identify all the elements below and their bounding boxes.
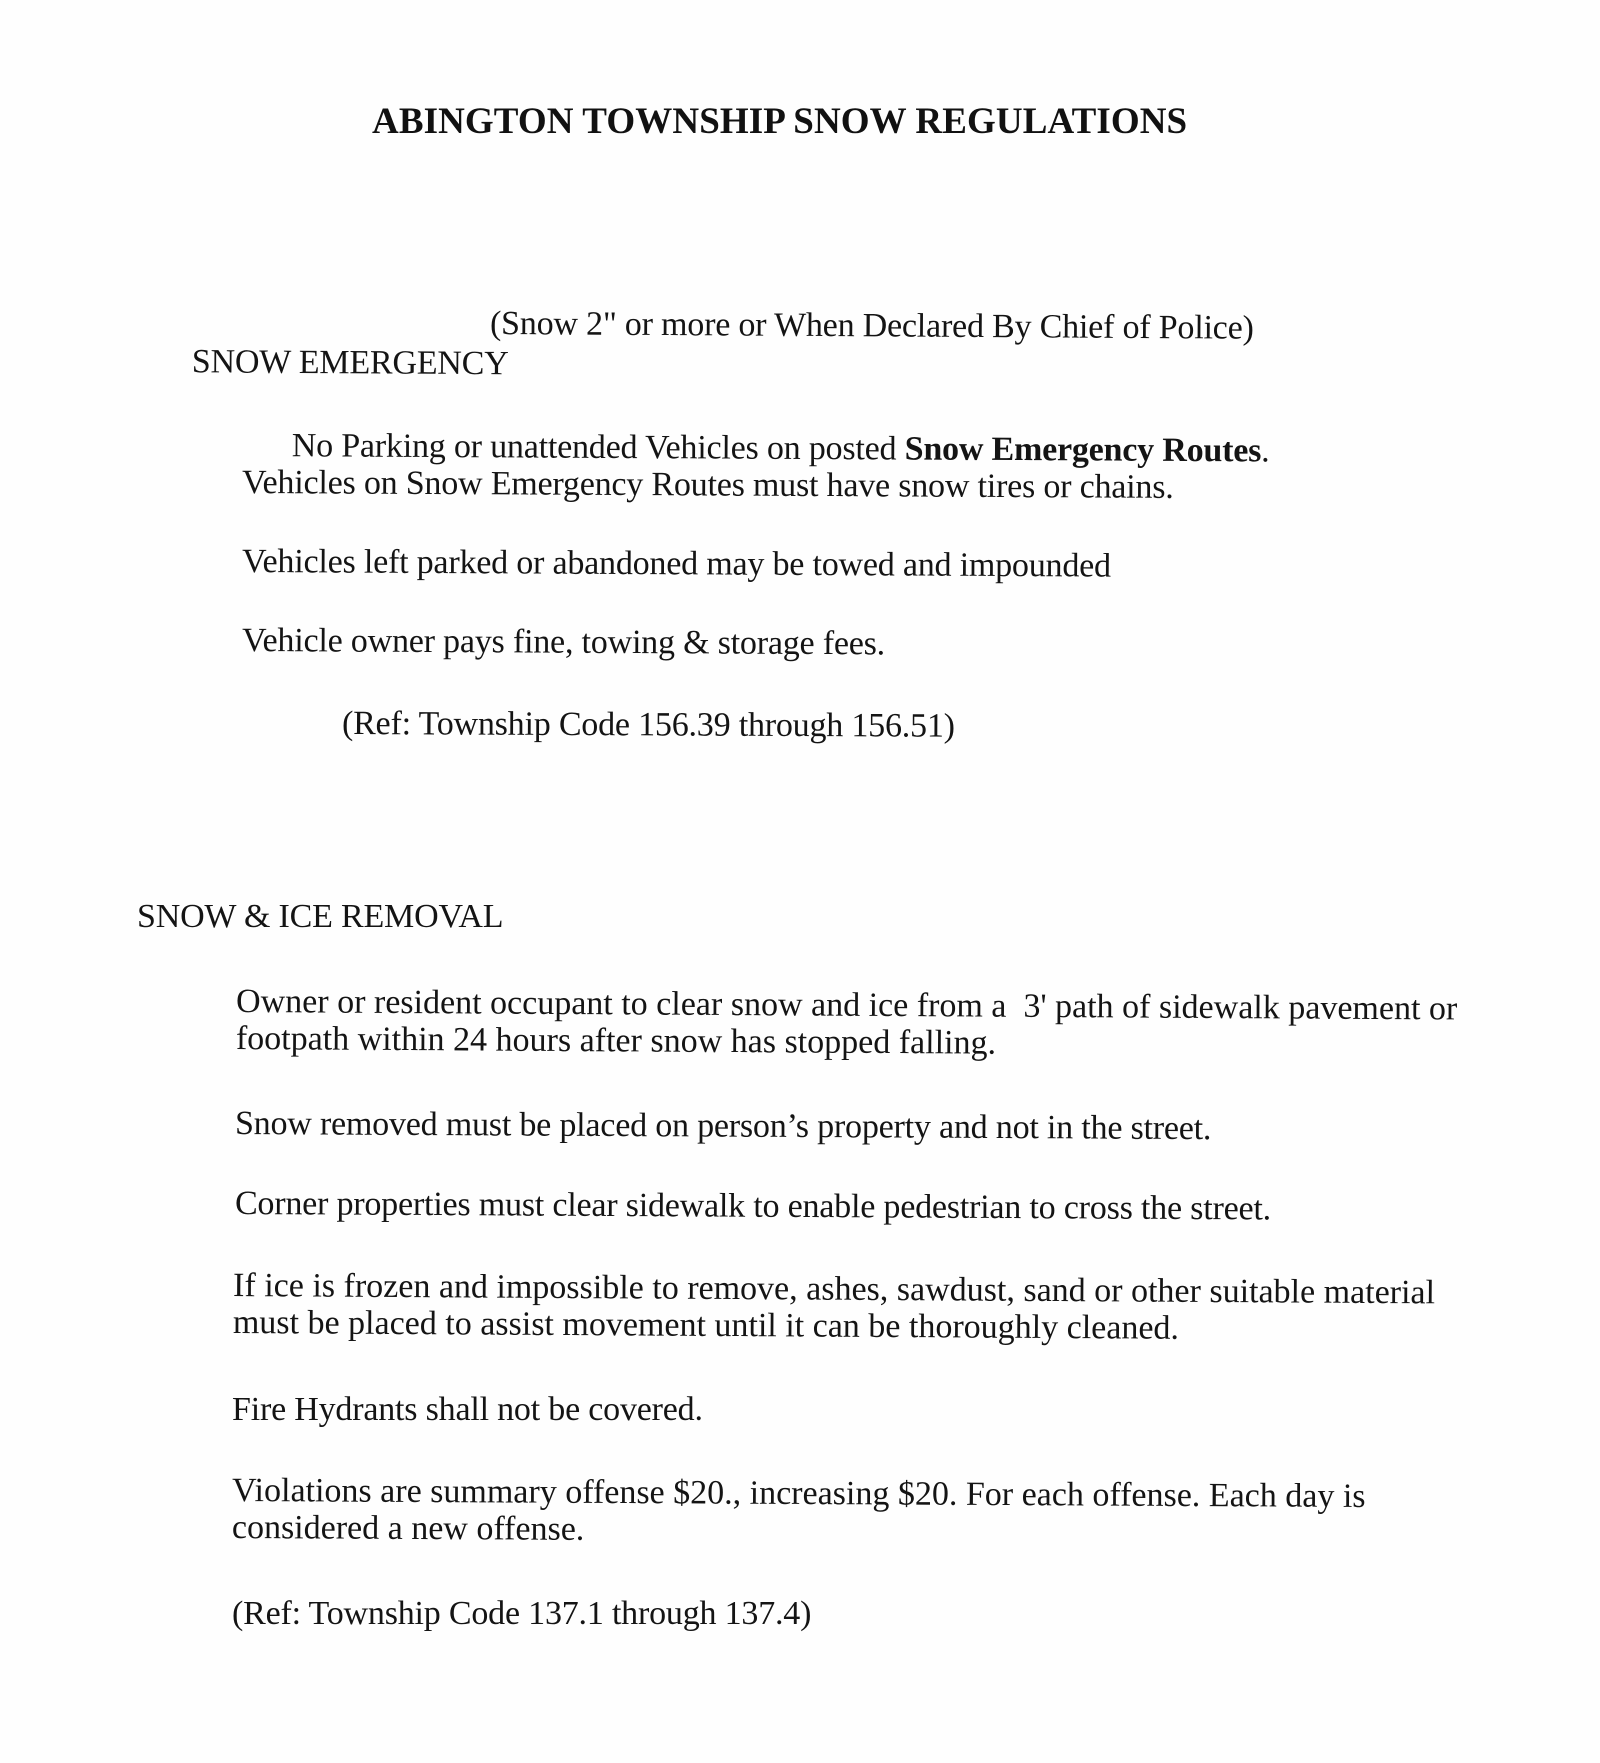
snow-emergency-condition: (Snow 2" or more or When Declared By Chief of Police) — [489, 305, 1254, 347]
rule-frozen-ice — [233, 1267, 1435, 1348]
rule-fees: Vehicle owner pays fine, towing & storage fees. — [241, 622, 886, 663]
rule-clear-path — [236, 983, 1458, 1064]
rule-corner-properties: Corner properties must clear sidewalk to enable pedestrian to cross the street. — [234, 1185, 1272, 1228]
rule-clear-path-line-2: footpath within 24 hours after snow has stopped falling. — [235, 1020, 997, 1062]
rule-violations-line-2: considered a new offense. — [231, 1509, 585, 1548]
rule-snow-placement: Snow removed must be placed on person’s property and not in the street. — [234, 1105, 1212, 1148]
snow-ice-removal-heading: SNOW & ICE REMOVAL — [137, 898, 504, 935]
rule-violations — [232, 1472, 1366, 1552]
rule-violations-line-1: Violations are summary offense $20., increasing $20. For each offense. Each day is — [232, 1472, 1366, 1515]
rule-snow-tires: Vehicles on Snow Emergency Routes must have snow tires or chains. — [241, 464, 1174, 506]
rule-frozen-ice-line-1: If ice is frozen and impossible to remove, ashes, sawdust, sand or other suitable material — [233, 1267, 1436, 1312]
rule-clear-path-line-1: Owner or resident occupant to clear snow and ice from a 3' path of sidewalk pavement or — [236, 983, 1458, 1028]
snow-emergency-reference: (Ref: Township Code 156.39 through 156.51) — [341, 705, 955, 745]
rule-no-parking-period: . — [1261, 432, 1270, 470]
rule-no-parking-text: No Parking or unattended Vehicles on posted — [291, 427, 905, 468]
rule-towing: Vehicles left parked or abandoned may be towed and impounded — [241, 543, 1111, 585]
snow-emergency-routes-emphasis: Snow Emergency Routes — [904, 430, 1262, 470]
rule-frozen-ice-line-2: must be placed to assist movement until it can be thoroughly cleaned. — [232, 1304, 1180, 1347]
rule-fire-hydrants: Fire Hydrants shall not be covered. — [232, 1391, 703, 1428]
snow-emergency-heading: SNOW EMERGENCY — [191, 343, 509, 383]
document-title: ABINGTON TOWNSHIP SNOW REGULATIONS — [372, 101, 1188, 142]
snow-ice-removal-reference: (Ref: Township Code 137.1 through 137.4) — [232, 1595, 812, 1632]
